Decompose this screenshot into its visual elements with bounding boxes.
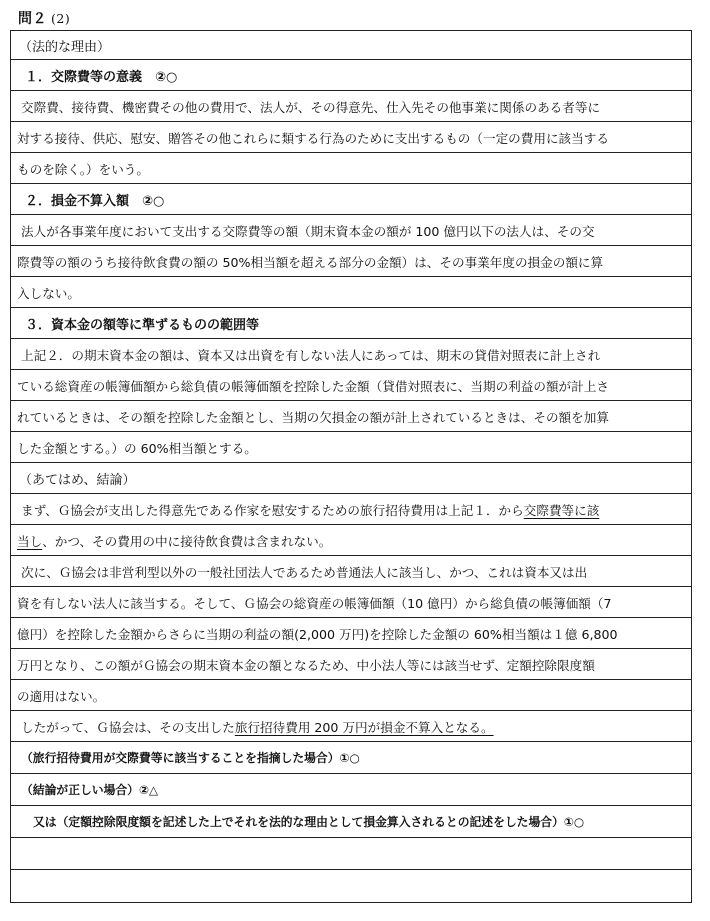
text-line: した金額とする。）の 60%相当額とする。 [11,432,691,463]
text-line: の適用はない。 [11,680,691,711]
text-line: 当し 、かつ、その費用の中に接待飲食費は含まれない。 [11,525,691,556]
heading-capital-equivalent: ３．資本金の額等に準ずるものの範囲等 [11,308,691,339]
text-line: 入しない。 [11,277,691,308]
text-line: 法人が各事業年度において支出する交際費等の額（期末資本金の額が 100 億円以下の法人は、その交 [11,215,691,246]
text-line: 際費等の額のうち接待飲食費の額の 50%相当額を超える部分の金額）は、その事業年度の損金の額に算 [11,246,691,277]
heading-legal-reason: （法的な理由） [11,31,691,60]
underlined-phrase: 当し [17,533,43,549]
text-line: 上記２．の期末資本金の額は、資本又は出資を有しない法人にあっては、期末の貸借対照表に計上され [11,339,691,370]
scoring-note: （結論が正しい場合）②△ [11,774,691,806]
question-number: 問２ [18,11,47,27]
heading-application-conclusion: （あてはめ、結論） [11,463,691,494]
answer-table [10,30,692,903]
scoring-note: （旅行招待費用が交際費等に該当することを指摘した場合）①○ [11,742,691,774]
text-line: したがって、Ｇ協会は、その支出した 旅行招待費用 200 万円が損金不算入となる。 [11,711,691,742]
heading-entertainment-definition: １．交際費等の意義 ②○ [11,60,691,91]
underlined-phrase: 旅行招待費用 200 万円が損金不算入となる。 [234,719,494,735]
text-line: 交際費、接待費、機密費その他の費用で、法人が、その得意先、仕入先その他事業に関係のある者等に [11,91,691,122]
scoring-note: 又は（定額控除限度額を記述した上でそれを法的な理由として損金算入されるとの記述をした場合）①○ [11,806,691,838]
text-line: まず、Ｇ協会が支出した得意先である作家を慰安するための旅行招待費用は上記１．から 交際費等に該 [11,494,691,525]
text-line: 対する接待、供応、慰安、贈答その他これらに類する行為のために支出するもの（一定の費用に該当する [11,122,691,153]
text-line: れているときは、その額を控除した金額とし、当期の欠損金の額が計上されているときは、その額を加算 [11,401,691,432]
text-line: 億円）を控除した金額からさらに当期の利益の額(2,000 万円)を控除した金額の 60%相当額は１億 6,800 [11,618,691,649]
question-title [18,8,70,28]
question-subnumber: (2) [51,11,71,26]
text-line: 万円となり、この額がＧ協会の期末資本金の額となるため、中小法人等には該当せず、定額控除限度額 [11,649,691,680]
underlined-phrase: 交際費等に該 [523,502,600,518]
text-line: 次に、Ｇ協会は非営利型以外の一般社団法人であるため普通法人に該当し、かつ、これは資本又は出 [11,556,691,587]
text-line: 資を有しない法人に該当する。そして、Ｇ協会の総資産の帳簿価額（10 億円）から総負債の帳簿価額（7 [11,587,691,618]
text-line: ものを除く。）をいう。 [11,153,691,184]
text-line: ている総資産の帳簿価額から総負債の帳簿価額を控除した金額（貸借対照表に、当期の利益の額が計上さ [11,370,691,401]
empty-row [11,838,691,870]
heading-non-deductible-amount: ２．損金不算入額 ②○ [11,184,691,215]
empty-row [11,870,691,902]
